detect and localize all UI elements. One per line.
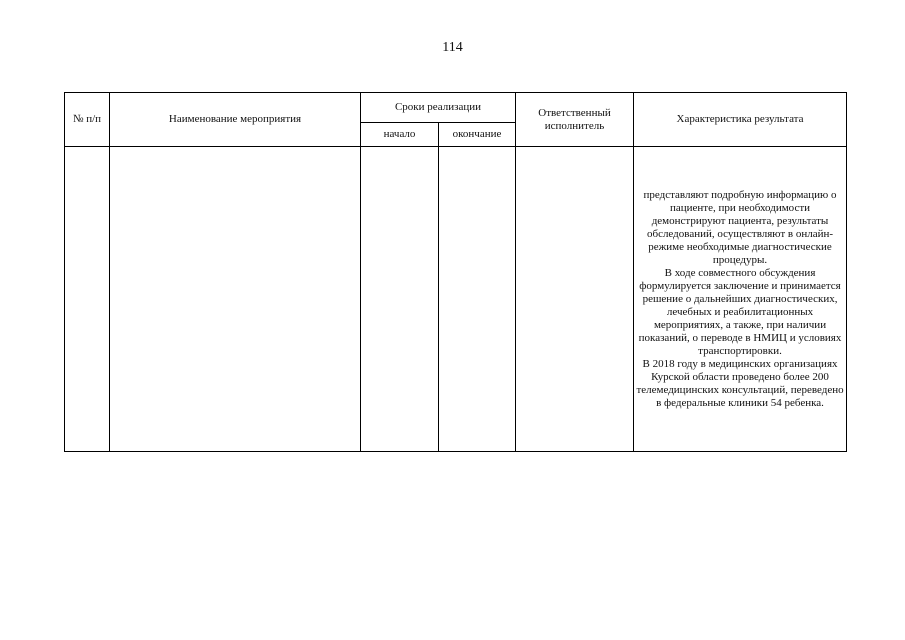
cell-result bbox=[634, 147, 847, 452]
cell-start bbox=[361, 147, 439, 452]
header-num: № п/п bbox=[65, 93, 110, 147]
header-name: Наименование мероприятия bbox=[110, 93, 361, 147]
header-responsible: Ответственный исполнитель bbox=[516, 93, 634, 147]
cell-num bbox=[65, 147, 110, 452]
plan-table bbox=[64, 92, 847, 452]
cell-end bbox=[439, 147, 516, 452]
header-start: начало bbox=[361, 123, 439, 147]
header-terms: Сроки реализации bbox=[361, 93, 516, 123]
result-paragraph: В ходе совместного обсуждения формулируется заключение и принимается решение о дальнейших диагностических, лечебных и реабилитационных мероприятиях, а также, при наличии показаний, о переводе в НМИЦ и условиях транспортировки. bbox=[638, 266, 842, 357]
header-result: Характеристика результата bbox=[634, 93, 847, 147]
result-paragraph: представляют подробную информацию о пациенте, при необходимости демонстрируют пациента, результаты обследований, осуществляют в онлайн-режиме необходимые диагностические процедуры. bbox=[643, 188, 837, 266]
cell-responsible bbox=[516, 147, 634, 452]
page-number: 114 bbox=[442, 40, 463, 55]
result-paragraph: В 2018 году в медицинских организациях Курской области проведено более 200 телемедицинских консультаций, переведено в федеральные клиники 54 ребенка. bbox=[636, 357, 844, 409]
cell-name bbox=[110, 147, 361, 452]
table-row bbox=[65, 147, 847, 452]
header-end: окончание bbox=[439, 123, 516, 147]
